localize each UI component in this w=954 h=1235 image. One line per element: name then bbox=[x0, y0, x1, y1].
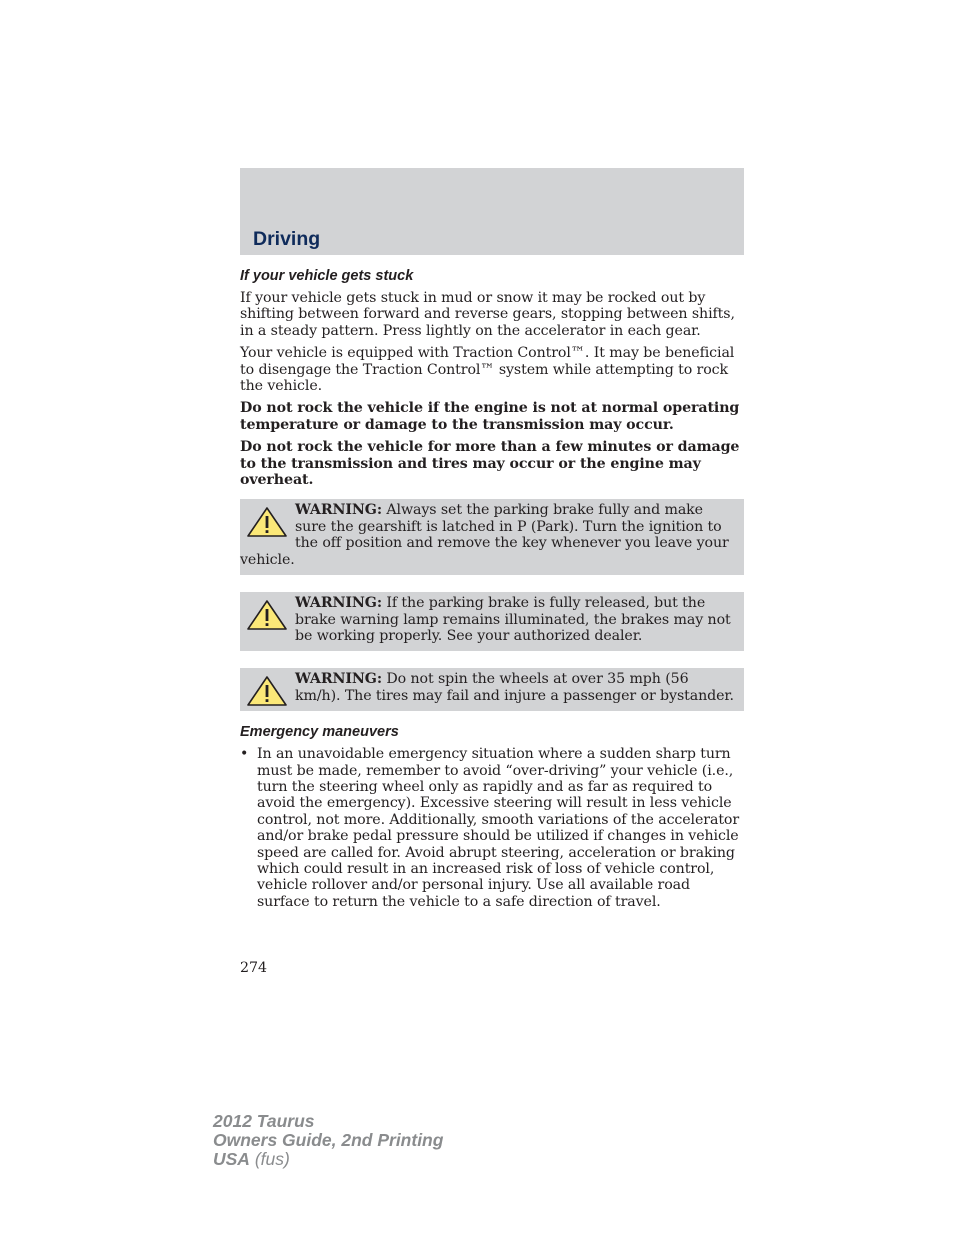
warning-label: WARNING: bbox=[295, 502, 382, 519]
warning-box bbox=[240, 499, 744, 575]
warning-label: WARNING: bbox=[295, 671, 382, 688]
warning-label: WARNING: bbox=[295, 595, 382, 612]
bullet-glyph: • bbox=[240, 746, 249, 763]
bullet-list bbox=[240, 746, 744, 910]
list-item bbox=[240, 746, 744, 910]
section-title-emergency: Emergency maneuvers bbox=[240, 724, 399, 741]
footer-code: (fus) bbox=[249, 1149, 290, 1170]
page-number: 274 bbox=[240, 960, 268, 976]
paragraph: If your vehicle gets stuck in mud or snow it may be rocked out by shifting between forward and reverse gears, stopping between shifts, in a steady pattern. Press lightly on the accelerator in each gear. bbox=[240, 290, 735, 339]
section-title-stuck: If your vehicle gets stuck bbox=[240, 268, 414, 284]
warning-triangle-icon bbox=[246, 675, 288, 707]
warning-text: If the parking brake is fully released, but the brake warning lamp remains illuminated, the brakes may not be working properly. See your authorized dealer. bbox=[295, 595, 731, 644]
warning-triangle-icon bbox=[246, 599, 288, 631]
caution-paragraph: Do not rock the vehicle for more than a few minutes or damage to the transmission and tires may occur or the engine may overheat. bbox=[240, 439, 740, 489]
footer-imprint bbox=[213, 1112, 443, 1170]
warning-text: Do not spin the wheels at over 35 mph (56 km/h). The tires may fail and injure a passenger or bystander. bbox=[295, 671, 734, 704]
section-header-band bbox=[240, 168, 744, 255]
footer-line: Owners Guide, 2nd Printing bbox=[213, 1130, 444, 1151]
paragraph: Your vehicle is equipped with Traction Control™. It may be beneficial to disengage the Traction Control™ system while attempting to rock the vehicle. bbox=[240, 345, 735, 395]
warning-box bbox=[240, 668, 744, 711]
warning-triangle-icon bbox=[246, 506, 288, 538]
footer-region: USA bbox=[213, 1149, 250, 1170]
caution-paragraph: Do not rock the vehicle if the engine is not at normal operating temperature or damage to the transmission may occur. bbox=[240, 400, 740, 433]
list-item-text: In an unavoidable emergency situation where a sudden sharp turn must be made, remember to avoid “over-driving” your vehicle (i.e., turn the steering wheel only as rapidly and as far as required to avoid the emergency). Excessive steering will result in less vehicle control, not more. Additionally, smooth variations of the accelerator and/or brake pedal pressure should be utilized if changes in vehicle speed are called for. Avoid abrupt steering, acceleration or braking which could result in an increased risk of loss of vehicle control, vehicle rollover and/or personal injury. Use all available road surface to return the vehicle to a safe direction of travel. bbox=[257, 746, 740, 910]
page-content bbox=[240, 168, 744, 910]
chapter-title: Driving bbox=[253, 228, 321, 250]
footer-line bbox=[213, 1150, 443, 1169]
warning-box bbox=[240, 592, 744, 651]
warning-text: Always set the parking brake fully and make sure the gearshift is latched in P (Park). Turn the ignition to the off position and remove the key whenever you leave your vehicle. bbox=[240, 502, 729, 568]
footer-line: 2012 Taurus bbox=[213, 1111, 315, 1131]
